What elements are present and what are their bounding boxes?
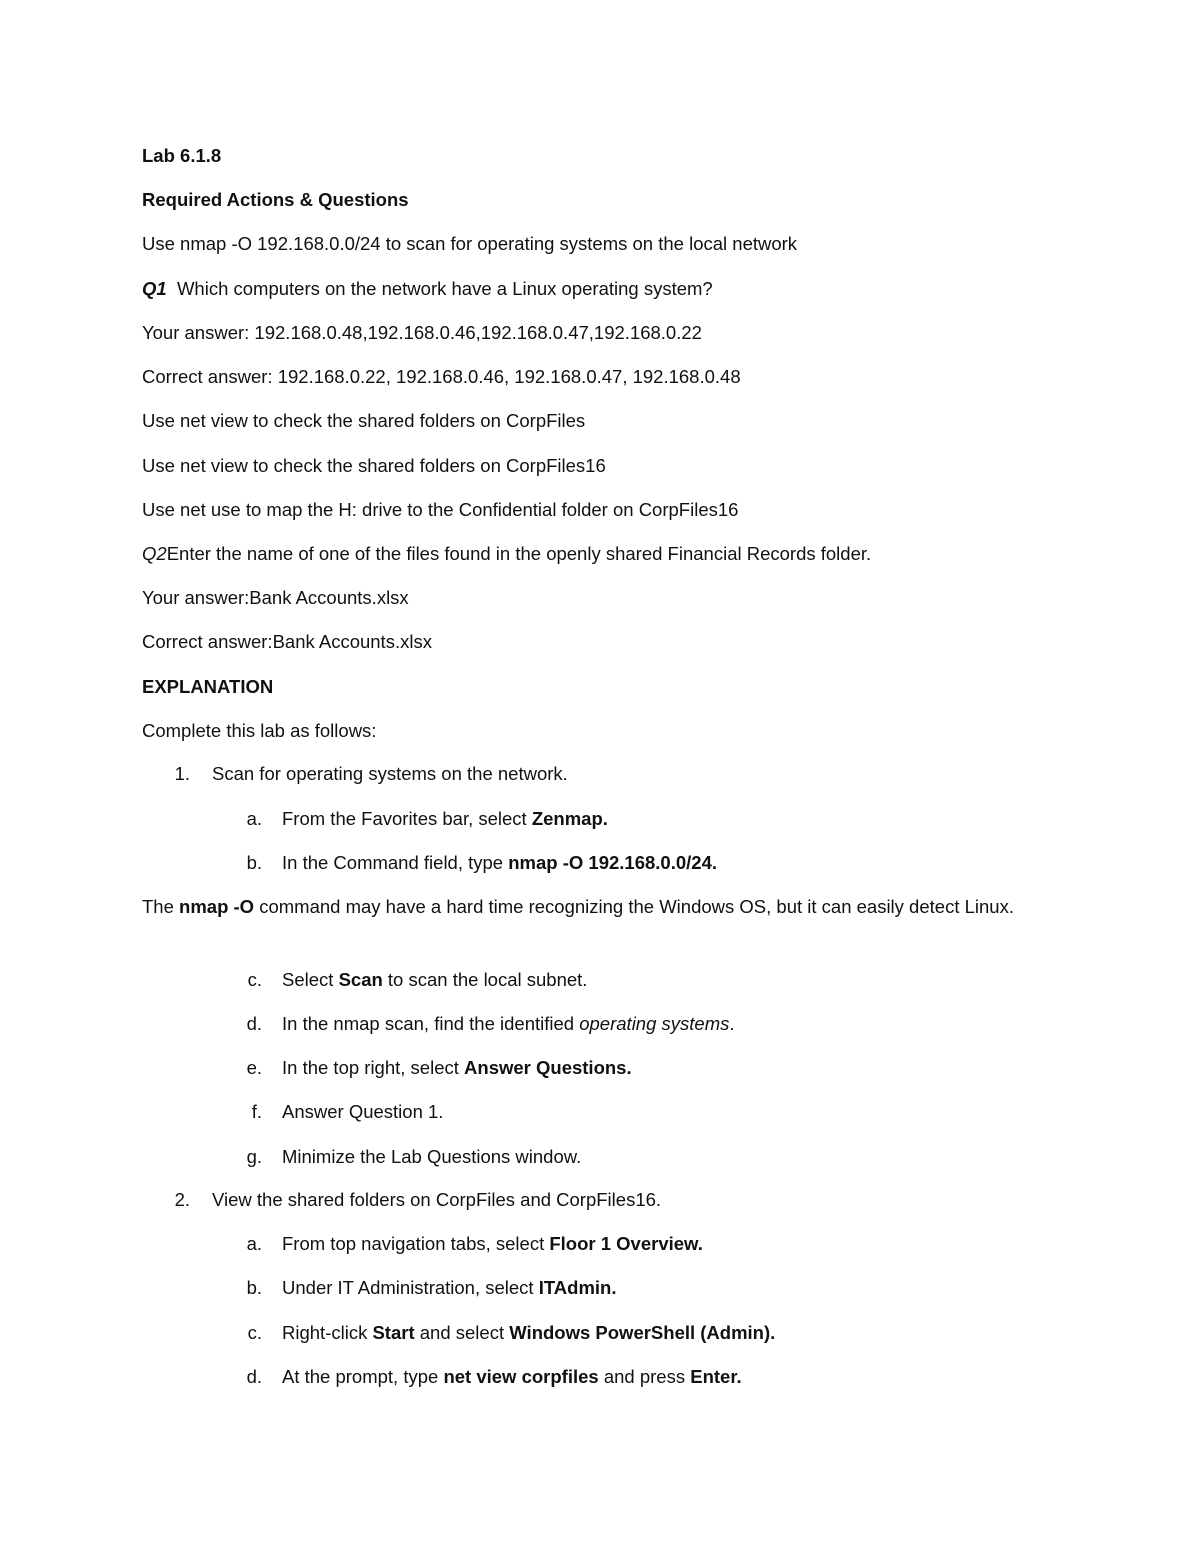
step-2a [282, 1232, 703, 1256]
step-1c-post: to scan the local subnet. [382, 969, 588, 990]
explanation-intro: Complete this lab as follows: [142, 720, 377, 741]
step-1a-bold: Zenmap. [531, 808, 608, 829]
section-heading: Required Actions & Questions [142, 189, 409, 210]
q1-text: Which computers on the network have a Linux operating system? [176, 278, 713, 299]
step-1f-marker: f. [251, 1101, 262, 1122]
step-2c-bold: Start [372, 1322, 415, 1343]
step-1c-bold: Scan [338, 969, 383, 990]
lab-title: Lab 6.1.8 [142, 145, 222, 166]
step-1d-italic: operating systems [579, 1013, 730, 1034]
step-2d-bold: net view corpfiles [443, 1366, 599, 1387]
step-2c-pre: Right-click [282, 1322, 373, 1343]
step-2b-bold: ITAdmin. [538, 1277, 617, 1298]
step-2d-marker: d. [246, 1366, 262, 1387]
step-2b-marker: b. [246, 1277, 262, 1298]
explanation-heading: EXPLANATION [142, 676, 274, 697]
step-1g-text: Minimize the Lab Questions window. [282, 1146, 582, 1167]
step-1e-marker: e. [246, 1057, 262, 1078]
step-2d-bold2: Enter. [690, 1366, 742, 1387]
step-1b-marker: b. [246, 852, 262, 873]
step-1a [282, 807, 608, 831]
step-1d-pre: In the nmap scan, find the identified [282, 1013, 580, 1034]
step-1e [282, 1056, 632, 1080]
step-2-number: 2. [174, 1189, 190, 1210]
step-2c-marker: c. [247, 1322, 262, 1343]
action-net-use: Use net use to map the H: drive to the Confidential folder on CorpFiles16 [142, 499, 739, 520]
q2-correct-answer: Correct answer:Bank Accounts.xlsx [142, 631, 432, 652]
step-2b-pre: Under IT Administration, select [282, 1277, 539, 1298]
question-1 [142, 277, 713, 301]
note-bold: nmap -O [179, 896, 255, 917]
q2-your-answer: Your answer:Bank Accounts.xlsx [142, 587, 409, 608]
q1-your-answer: Your answer: 192.168.0.48,192.168.0.46,192.168.0.47,192.168.0.22 [142, 322, 702, 343]
step-2d-mid: and press [598, 1366, 691, 1387]
step-1-text: Scan for operating systems on the network. [212, 763, 568, 784]
step-1e-pre: In the top right, select [282, 1057, 465, 1078]
step-2c-bold2: Windows PowerShell (Admin). [509, 1322, 776, 1343]
step-1c-pre: Select [282, 969, 339, 990]
q2-label: Q2 [142, 543, 167, 564]
step-1d-post: . [729, 1013, 735, 1034]
step-2d [282, 1365, 742, 1389]
step-1g-marker: g. [246, 1146, 262, 1167]
step-2a-pre: From top navigation tabs, select [282, 1233, 550, 1254]
action-net-view-corpfiles: Use net view to check the shared folders on CorpFiles [142, 410, 586, 431]
step-1a-marker: a. [246, 808, 262, 829]
step-2b [282, 1276, 616, 1300]
step-1-number: 1. [174, 763, 190, 784]
action-nmap: Use nmap -O 192.168.0.0/24 to scan for operating systems on the local network [142, 233, 798, 254]
step-1d-marker: d. [246, 1013, 262, 1034]
action-net-view-corpfiles16: Use net view to check the shared folders on CorpFiles16 [142, 455, 606, 476]
step-1f-text: Answer Question 1. [282, 1101, 444, 1122]
step-1c-marker: c. [247, 969, 262, 990]
note-pre: The [142, 896, 180, 917]
q1-label: Q1 [142, 278, 167, 299]
step-2-text: View the shared folders on CorpFiles and CorpFiles16. [212, 1189, 662, 1210]
step-1c [282, 968, 587, 992]
step-1b [282, 851, 717, 875]
q2-text: Enter the name of one of the files found in the openly shared Financial Records folder. [166, 543, 872, 564]
step-1b-bold: nmap -O 192.168.0.0/24. [508, 852, 717, 873]
step-1b-text: In the Command field, type [282, 852, 509, 873]
question-2 [142, 542, 871, 566]
q1-correct-answer: Correct answer: 192.168.0.22, 192.168.0.46, 192.168.0.47, 192.168.0.48 [142, 366, 741, 387]
step-1e-bold: Answer Questions. [464, 1057, 632, 1078]
nmap-note [142, 892, 1022, 921]
step-2c-mid: and select [414, 1322, 510, 1343]
step-2a-bold: Floor 1 Overview. [549, 1233, 703, 1254]
step-2c [282, 1321, 775, 1345]
note-post: command may have a hard time recognizing the Windows OS, but it can easily detect Linux. [254, 896, 1014, 917]
step-2d-pre: At the prompt, type [282, 1366, 444, 1387]
step-1a-text: From the Favorites bar, select [282, 808, 532, 829]
step-1d [282, 1012, 735, 1036]
step-2a-marker: a. [246, 1233, 262, 1254]
